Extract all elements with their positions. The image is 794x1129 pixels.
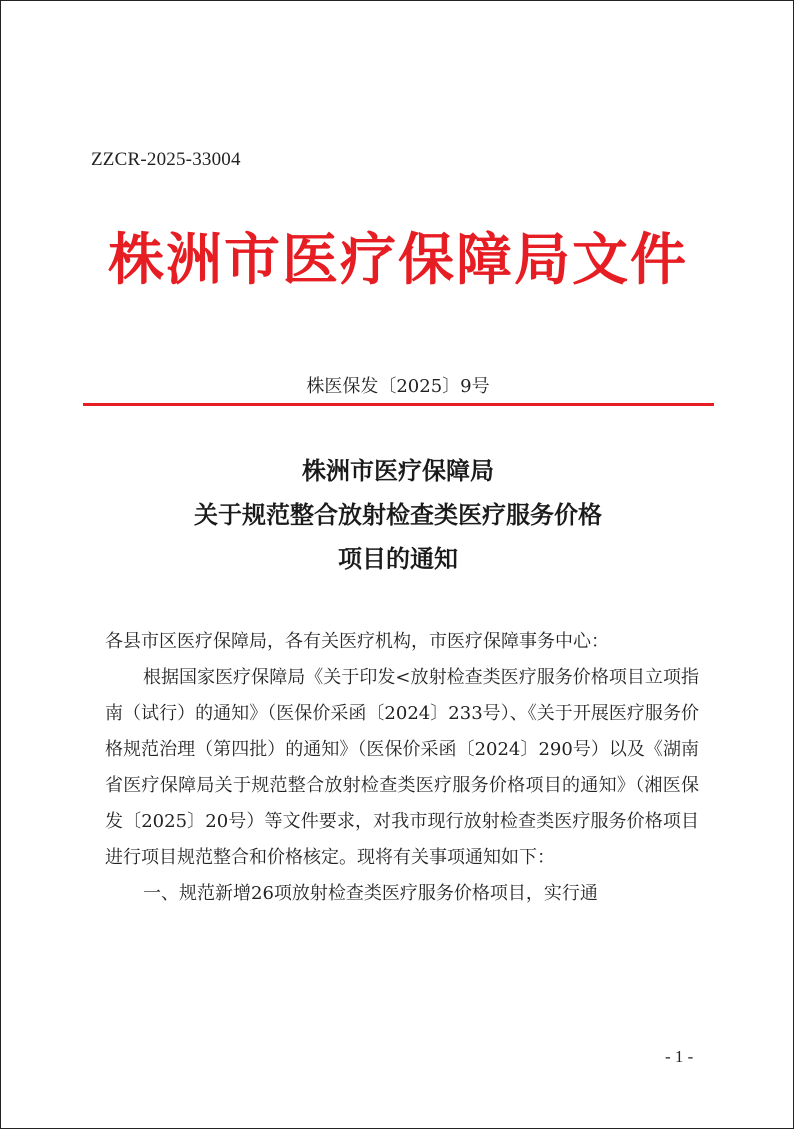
document-body: [105, 624, 699, 912]
title-line-2: 关于规范整合放射检查类医疗服务价格: [194, 500, 602, 529]
document-title: [1, 449, 794, 581]
salutation: 各县市区医疗保障局，各有关医疗机构，市医疗保障事务中心：: [105, 631, 609, 652]
red-divider-line: [83, 403, 714, 406]
title-line-1: 株洲市医疗保障局: [302, 456, 494, 485]
title-line-3: 项目的通知: [338, 544, 458, 573]
page-number: - 1 -: [665, 1047, 694, 1066]
paragraph-basis: 根据国家医疗保障局《关于印发<放射检查类医疗服务价格项目立项指南（试行）的通知》（医保价采函〔2024〕233号）、《关于开展医疗服务价格规范治理（第四批）的通知》（医保价采函〔2024〕290号）以及《湖南省医疗保障局关于规范整合放射检查类医疗服务价格项目的通知》（湘医保发〔2025〕20号）等文件要求，对我市现行放射检查类医疗服务价格项目进行项目规范整合和价格核定。现将有关事项通知如下：: [105, 667, 699, 868]
document-code: ZZCR-2025-33004: [91, 149, 241, 170]
paragraph-item-one: 一、规范新增26项放射检查类医疗服务价格项目，实行通: [143, 883, 598, 904]
document-number: 株医保发〔2025〕9号: [306, 376, 490, 397]
issuing-organization-header: 株洲市医疗保障局文件: [108, 227, 688, 293]
